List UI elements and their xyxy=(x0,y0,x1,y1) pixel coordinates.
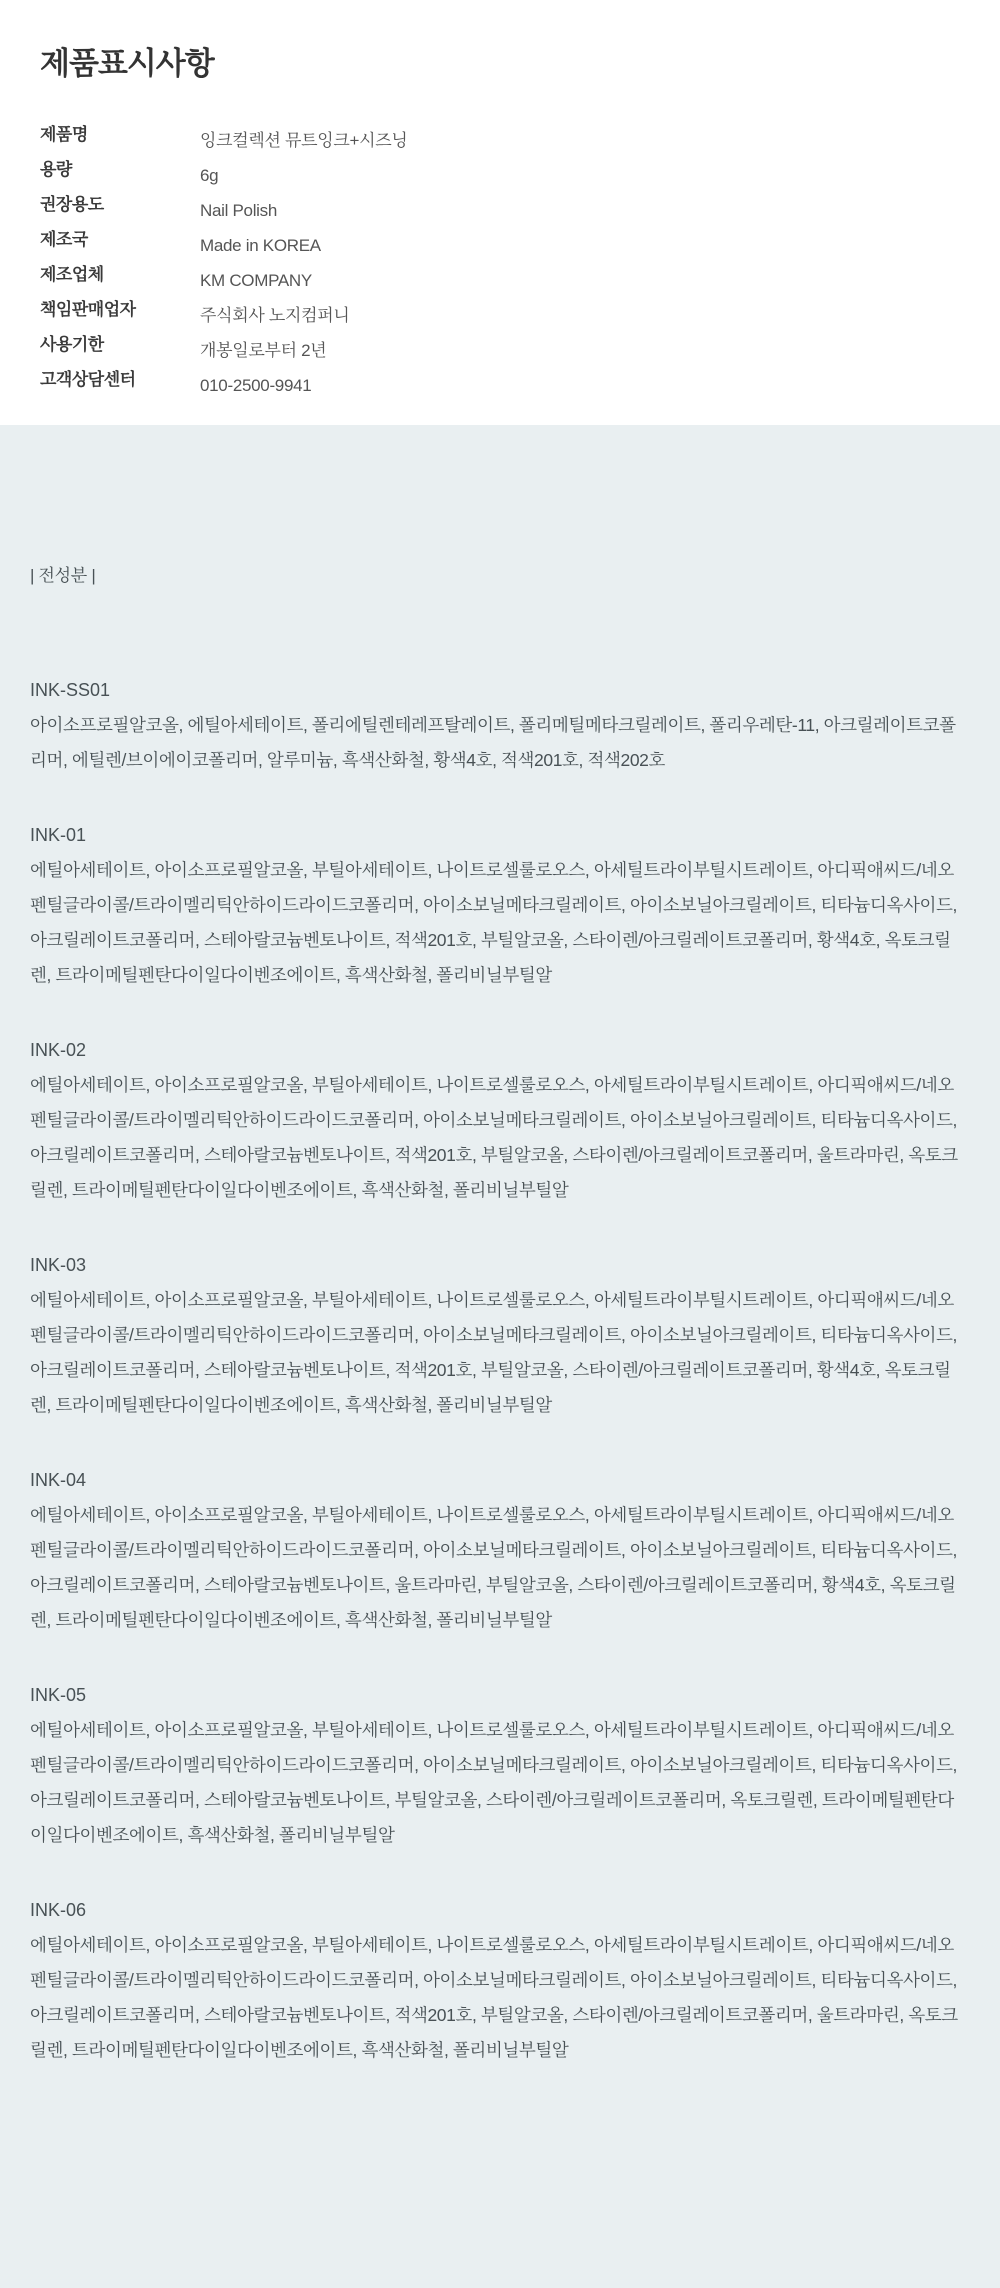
ingredient-code: INK-05 xyxy=(30,1685,87,1705)
ingredient-list: 에틸아세테이트, 아이소프로필알코올, 부틸아세테이트, 나이트로셀룰로오스, 아세틸트라이부틸시트레이트, 아디픽애씨드/네오펜틸글라이콜/트라이멜리틱안하이드라이드코폴리머, 아이소보닐메타크릴레이트, 아이소보닐아크릴레이트, 티타늄디옥사이드, 아크릴레이트코폴리머, 스테아랄코늄벤토나이트, 적색201호, 부틸알코올, 스타이렌/아크릴레이트코폴리머, 황색4호, 옥토크릴렌, 트라이메틸펜탄다이일다이벤조에이트, 흑색산화철, 폴리비닐부틸알 xyxy=(30,1290,957,1415)
spec-label-product-name: 제품명 xyxy=(40,125,88,144)
spec-label-customer-center: 고객상담센터 xyxy=(40,370,136,389)
spec-value-volume: 6g xyxy=(200,166,219,185)
ingredient-list: 에틸아세테이트, 아이소프로필알코올, 부틸아세테이트, 나이트로셀룰로오스, 아세틸트라이부틸시트레이트, 아디픽애씨드/네오펜틸글라이콜/트라이멜리틱안하이드라이드코폴리머, 아이소보닐메타크릴레이트, 아이소보닐아크릴레이트, 티타늄디옥사이드, 아크릴레이트코폴리머, 스테아랄코늄벤토나이트, 적색201호, 부틸알코올, 스타이렌/아크릴레이트코폴리머, 울트라마린, 옥토크릴렌, 트라이메틸펜탄다이일다이벤조에이트, 흑색산화철, 폴리비닐부틸알 xyxy=(30,1935,958,2060)
ingredient-code: INK-04 xyxy=(30,1470,87,1490)
ingredient-group-ink-01 xyxy=(30,818,970,993)
ingredient-list: 에틸아세테이트, 아이소프로필알코올, 부틸아세테이트, 나이트로셀룰로오스, 아세틸트라이부틸시트레이트, 아디픽애씨드/네오펜틸글라이콜/트라이멜리틱안하이드라이드코폴리머, 아이소보닐메타크릴레이트, 아이소보닐아크릴레이트, 티타늄디옥사이드, 아크릴레이트코폴리머, 스테아랄코늄벤토나이트, 적색201호, 부틸알코올, 스타이렌/아크릴레이트코폴리머, 울트라마린, 옥토크릴렌, 트라이메틸펜탄다이일다이벤조에이트, 흑색산화철, 폴리비닐부틸알 xyxy=(30,1075,958,1200)
ingredient-code: INK-03 xyxy=(30,1255,87,1275)
table-row xyxy=(40,299,960,334)
ingredients-section-title: | 전성분 | xyxy=(30,566,96,585)
ingredient-code: INK-01 xyxy=(30,825,87,845)
spec-value-manufacturer: KM COMPANY xyxy=(200,271,312,290)
table-row xyxy=(40,229,960,264)
spec-label-country: 제조국 xyxy=(40,230,88,249)
ingredient-list: 아이소프로필알코올, 에틸아세테이트, 폴리에틸렌테레프탈레이트, 폴리메틸메타크릴레이트, 폴리우레탄-11, 아크릴레이트코폴리머, 에틸렌/브이에이코폴리머, 알루미늄, 흑색산화철, 황색4호, 적색201호, 적색202호 xyxy=(30,715,956,770)
ingredient-group-ink-03 xyxy=(30,1248,970,1423)
ingredient-list: 에틸아세테이트, 아이소프로필알코올, 부틸아세테이트, 나이트로셀룰로오스, 아세틸트라이부틸시트레이트, 아디픽애씨드/네오펜틸글라이콜/트라이멜리틱안하이드라이드코폴리머, 아이소보닐메타크릴레이트, 아이소보닐아크릴레이트, 티타늄디옥사이드, 아크릴레이트코폴리머, 스테아랄코늄벤토나이트, 울트라마린, 부틸알코올, 스타이렌/아크릴레이트코폴리머, 황색4호, 옥토크릴렌, 트라이메틸펜탄다이일다이벤조에이트, 흑색산화철, 폴리비닐부틸알 xyxy=(30,1505,957,1630)
spec-label-volume: 용량 xyxy=(40,160,72,179)
product-spec-table xyxy=(40,124,960,404)
table-row xyxy=(40,159,960,194)
table-row xyxy=(40,369,960,404)
spec-label-seller: 책임판매업자 xyxy=(40,300,136,319)
ingredient-code: INK-06 xyxy=(30,1900,87,1920)
table-row xyxy=(40,264,960,299)
spec-value-product-name: 잉크컬렉션 뮤트잉크+시즈닝 xyxy=(200,131,408,150)
spec-label-expiry: 사용기한 xyxy=(40,335,104,354)
ingredient-list: 에틸아세테이트, 아이소프로필알코올, 부틸아세테이트, 나이트로셀룰로오스, 아세틸트라이부틸시트레이트, 아디픽애씨드/네오펜틸글라이콜/트라이멜리틱안하이드라이드코폴리머, 아이소보닐메타크릴레이트, 아이소보닐아크릴레이트, 티타늄디옥사이드, 아크릴레이트코폴리머, 스테아랄코늄벤토나이트, 부틸알코올, 스타이렌/아크릴레이트코폴리머, 옥토크릴렌, 트라이메틸펜탄다이일다이벤조에이트, 흑색산화철, 폴리비닐부틸알 xyxy=(30,1720,957,1845)
spec-value-customer-center: 010-2500-9941 xyxy=(200,376,312,395)
ingredient-group-ink-ss01 xyxy=(30,673,970,778)
ingredient-code: INK-SS01 xyxy=(30,680,111,700)
spec-value-seller: 주식회사 노지컴퍼니 xyxy=(200,306,350,325)
ingredient-group-ink-04 xyxy=(30,1463,970,1638)
table-row xyxy=(40,124,960,159)
ingredient-list: 에틸아세테이트, 아이소프로필알코올, 부틸아세테이트, 나이트로셀룰로오스, 아세틸트라이부틸시트레이트, 아디픽애씨드/네오펜틸글라이콜/트라이멜리틱안하이드라이드코폴리머, 아이소보닐메타크릴레이트, 아이소보닐아크릴레이트, 티타늄디옥사이드, 아크릴레이트코폴리머, 스테아랄코늄벤토나이트, 적색201호, 부틸알코올, 스타이렌/아크릴레이트코폴리머, 황색4호, 옥토크릴렌, 트라이메틸펜탄다이일다이벤조에이트, 흑색산화철, 폴리비닐부틸알 xyxy=(30,860,957,985)
spec-value-expiry: 개봉일로부터 2년 xyxy=(200,341,327,360)
spec-value-recommended-use: Nail Polish xyxy=(200,201,278,220)
ingredients-section xyxy=(0,425,1000,2288)
page-title: 제품표시사항 xyxy=(40,46,214,81)
table-row xyxy=(40,334,960,369)
product-spec-section xyxy=(0,0,1000,425)
ingredient-group-ink-05 xyxy=(30,1678,970,1853)
ingredient-group-ink-06 xyxy=(30,1893,970,2068)
spec-label-recommended-use: 권장용도 xyxy=(40,195,104,214)
ingredient-group-ink-02 xyxy=(30,1033,970,1208)
spec-label-manufacturer: 제조업체 xyxy=(40,265,104,284)
spec-value-country: Made in KOREA xyxy=(200,236,321,255)
ingredient-code: INK-02 xyxy=(30,1040,87,1060)
table-row xyxy=(40,194,960,229)
